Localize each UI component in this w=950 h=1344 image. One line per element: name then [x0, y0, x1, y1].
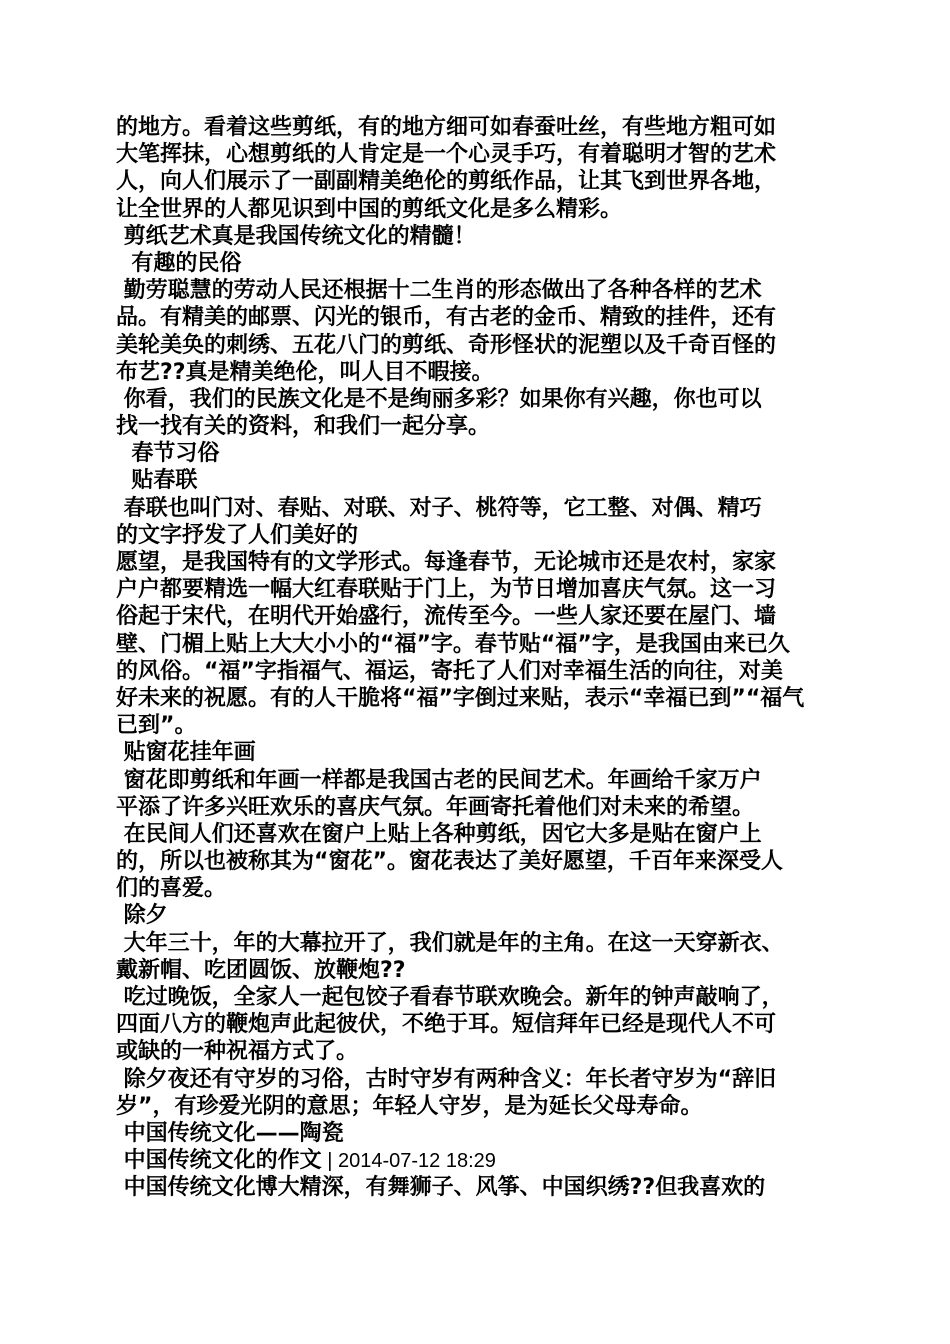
text-line: 大年三十，年的大幕拉开了，我们就是年的主角。在这一天穿新衣、 — [116, 930, 784, 956]
text-line: 俗起于宋代，在明代开始盛行，流传至今。一些人家还要在屋门、墙 — [116, 604, 777, 630]
text-line: 壁、门楣上贴上大大小小的“福”字。春节贴“福”字，是我国由来已久 — [116, 631, 790, 657]
text-line: 中国传统文化博大精深，有舞狮子、风筝、中国织绣??但我喜欢的 — [116, 1175, 766, 1201]
section-heading: 春节习俗 — [116, 441, 220, 467]
text-line: 在民间人们还喜欢在窗户上贴上各种剪纸，因它大多是贴在窗户上 — [116, 821, 762, 847]
text-line: 四面八方的鞭炮声此起彼伏，不绝于耳。短信拜年已经是现代人不可 — [116, 1012, 777, 1038]
section-heading: 贴窗花挂年画 — [116, 740, 256, 766]
text-line: 美轮美奂的刺绣、五花八门的剪纸、奇形怪状的泥塑以及千奇百怪的 — [116, 332, 777, 358]
text-line: 平添了许多兴旺欢乐的喜庆气氛。年画寄托着他们对未来的希望。 — [116, 794, 755, 820]
section-heading: 中国传统文化——陶瓷 — [116, 1120, 344, 1146]
text-line: 好未来的祝愿。有的人干脆将“福”字倒过来贴，表示“幸福已到”“福气 — [116, 685, 805, 711]
text-line: 找一找有关的资料，和我们一起分享。 — [116, 414, 491, 440]
text-line: 窗花即剪纸和年画一样都是我国古老的民间艺术。年画给千家万户 — [116, 767, 762, 793]
section-heading: 除夕 — [116, 903, 168, 929]
text-line: 户户都要精选一幅大红春联贴于门上，为节日增加喜庆气氛。这一习 — [116, 577, 777, 603]
text-line: 已到”。 — [116, 713, 197, 739]
text-line: 你看，我们的民族文化是不是绚丽多彩？如果你有兴趣，你也可以 — [116, 386, 762, 412]
text-line: 吃过晚饭，全家人一起包饺子看春节联欢晚会。新年的钟声敲响了， — [116, 985, 784, 1010]
text-line: 愿望，是我国特有的文学形式。每逢春节，无论城市还是农村，家家 — [116, 550, 777, 575]
text-line: 或缺的一种祝福方式了。 — [116, 1039, 359, 1065]
text-line: 大笔挥抹，心想剪纸的人肯定是一个心灵手巧，有着聪明才智的艺术 — [116, 142, 777, 168]
text-line: 的文字抒发了人们美好的 — [116, 522, 359, 548]
text-line: 们的喜爱。 — [116, 876, 227, 902]
document-body — [116, 114, 836, 1202]
text-line: 春联也叫门对、春贴、对联、对子、桃符等，它工整、对偶、精巧 — [116, 495, 762, 521]
text-line: 剪纸艺术真是我国传统文化的精髓！ — [116, 223, 476, 249]
text-line: 的风俗。“福”字指福气、福运，寄托了人们对幸福生活的向往，对美 — [116, 658, 783, 684]
text-line: 品。有精美的邮票、闪光的银币，有古老的金币、精致的挂件，还有 — [116, 305, 777, 331]
text-line: 让全世界的人都见识到中国的剪纸文化是多么精彩。 — [116, 196, 623, 222]
text-line: 勤劳聪慧的劳动人民还根据十二生肖的形态做出了各种各样的艺术 — [116, 278, 762, 304]
text-line: 人，向人们展示了一副副精美绝伦的剪纸作品，让其飞到世界各地， — [116, 169, 777, 195]
text-line: 的，所以也被称其为“窗花”。窗花表达了美好愿望，千百年来深受人 — [116, 849, 783, 875]
text-line: 的地方。看着这些剪纸，有的地方细可如春蚕吐丝，有些地方粗可如 — [116, 115, 777, 140]
text-line: 除夕夜还有守岁的习俗，古时守岁有两种含义：年长者守岁为“辞旧 — [116, 1066, 777, 1092]
text-line: 岁”，有珍爱光阴的意思；年轻人守岁，是为延长父母寿命。 — [116, 1093, 703, 1119]
section-heading: 贴春联 — [116, 468, 198, 494]
section-heading: 有趣的民俗 — [116, 250, 242, 276]
text-line: 戴新帽、吃团圆饭、放鞭炮?? — [116, 957, 406, 983]
article-title: 中国传统文化的作文 — [116, 1148, 322, 1174]
text-line: 布艺??真是精美绝伦，叫人目不暇接。 — [116, 359, 494, 385]
article-meta-line — [116, 1147, 836, 1174]
article-timestamp: 2014-07-12 18:29 — [337, 1150, 496, 1173]
meta-separator: | — [321, 1150, 338, 1173]
